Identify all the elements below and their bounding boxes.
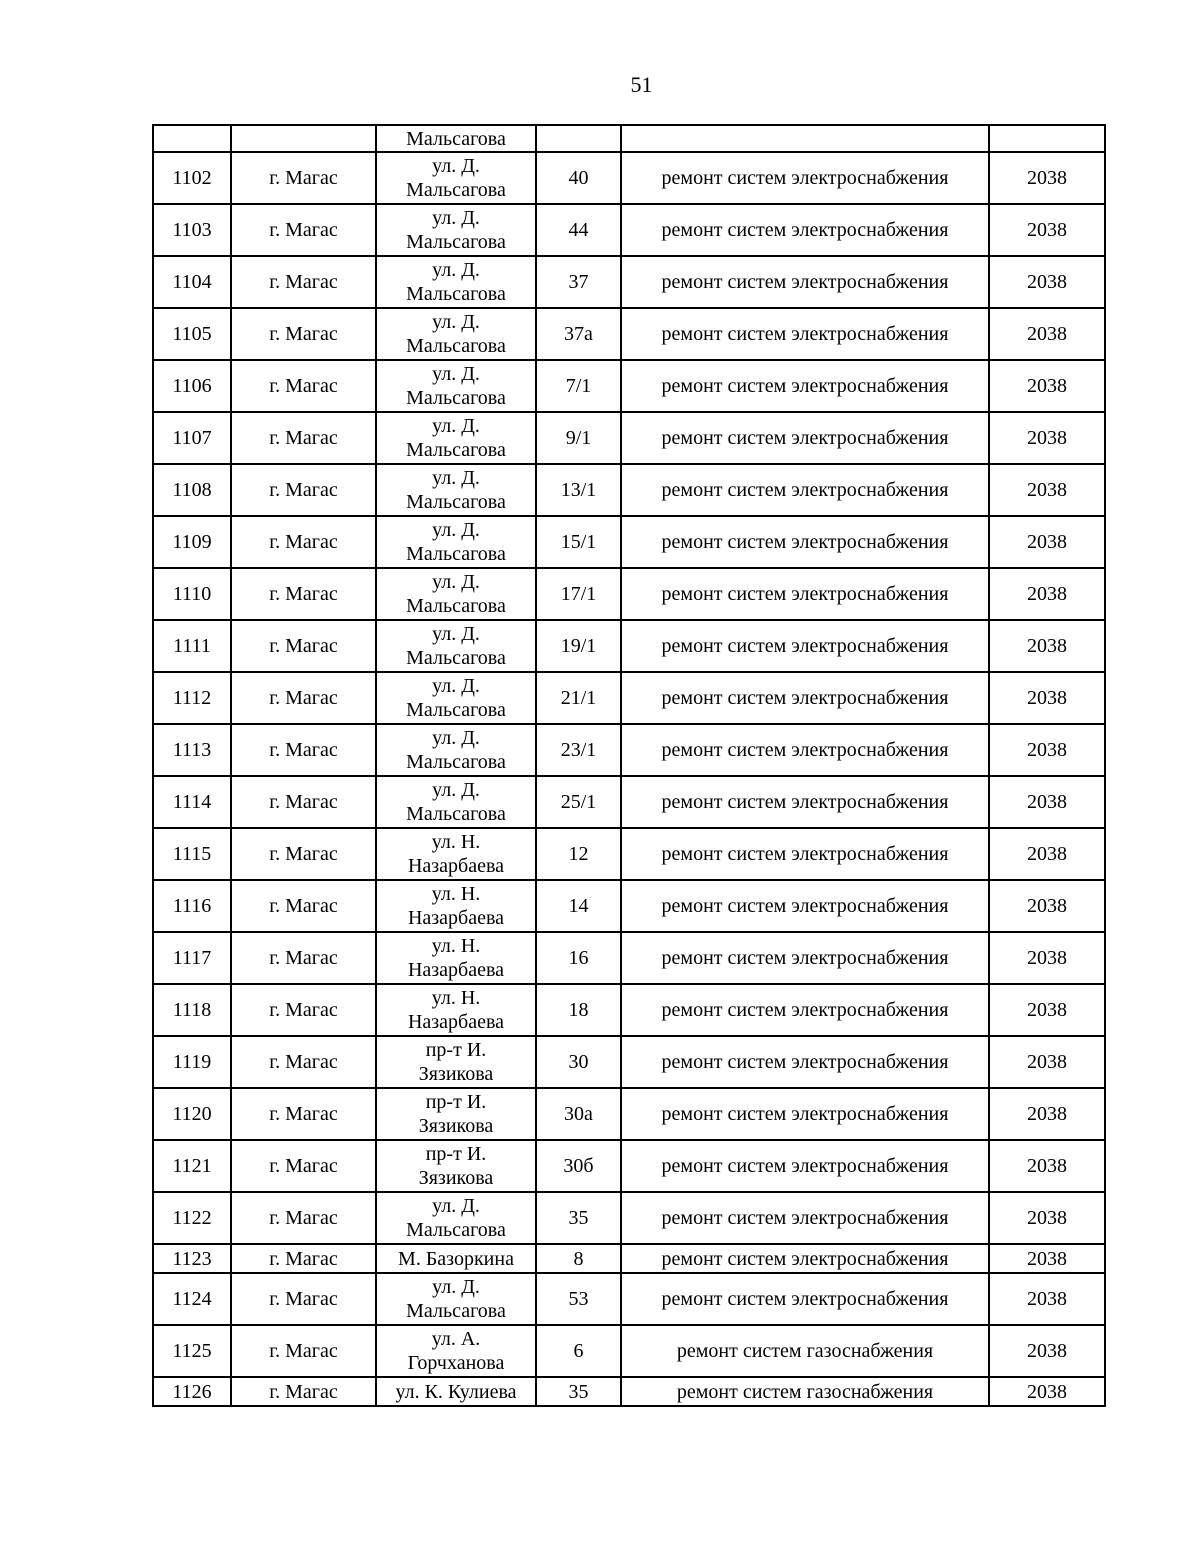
cell-city: г. Магас xyxy=(231,204,376,256)
cell-house: 53 xyxy=(536,1273,621,1325)
cell-street xyxy=(376,1244,536,1273)
cell-work: ремонт систем электроснабжения xyxy=(621,464,989,516)
cell-city: г. Магас xyxy=(231,984,376,1036)
cell-house: 37а xyxy=(536,308,621,360)
street-line-1: ул. Д. xyxy=(432,779,480,801)
cell-work: ремонт систем электроснабжения xyxy=(621,1140,989,1192)
cell-number: 1103 xyxy=(153,204,231,256)
cell-city: г. Магас xyxy=(231,1244,376,1273)
cell-year xyxy=(989,125,1105,152)
street-line-2: Назарбаева xyxy=(407,907,505,929)
cell-city: г. Магас xyxy=(231,1192,376,1244)
cell-number: 1115 xyxy=(153,828,231,880)
street-line-1: ул. Д. xyxy=(432,519,480,541)
cell-work: ремонт систем электроснабжения xyxy=(621,152,989,204)
table-row xyxy=(153,308,1105,360)
cell-number: 1114 xyxy=(153,776,231,828)
street-line-1: ул. Д. xyxy=(432,1276,480,1298)
street-line-1: ул. Н. xyxy=(431,987,481,1009)
cell-work: ремонт систем электроснабжения xyxy=(621,1036,989,1088)
cell-number: 1108 xyxy=(153,464,231,516)
street-line-1: ул. Д. xyxy=(432,675,480,697)
table-row xyxy=(153,568,1105,620)
cell-house: 40 xyxy=(536,152,621,204)
cell-number: 1109 xyxy=(153,516,231,568)
cell-house: 9/1 xyxy=(536,412,621,464)
cell-street xyxy=(376,1377,536,1406)
cell-city: г. Магас xyxy=(231,1088,376,1140)
cell-house: 15/1 xyxy=(536,516,621,568)
cell-city: г. Магас xyxy=(231,1036,376,1088)
cell-house: 23/1 xyxy=(536,724,621,776)
table-row xyxy=(153,152,1105,204)
cell-number: 1110 xyxy=(153,568,231,620)
street-line-2: Зязикова xyxy=(418,1115,494,1137)
table-row xyxy=(153,828,1105,880)
cell-year: 2038 xyxy=(989,1088,1105,1140)
cell-city: г. Магас xyxy=(231,1273,376,1325)
street-line-2: Назарбаева xyxy=(407,855,505,877)
repair-schedule-table xyxy=(152,124,1106,1407)
table-body xyxy=(153,125,1105,1406)
street-line-1: ул. Н. xyxy=(431,883,481,905)
street-line-1: пр-т И. xyxy=(425,1039,487,1061)
cell-street xyxy=(376,932,536,984)
street-line-1: М. Базоркина xyxy=(398,1247,514,1270)
table-row xyxy=(153,724,1105,776)
cell-street xyxy=(376,360,536,412)
cell-city: г. Магас xyxy=(231,672,376,724)
cell-number: 1105 xyxy=(153,308,231,360)
cell-city: г. Магас xyxy=(231,724,376,776)
table-row xyxy=(153,204,1105,256)
cell-year: 2038 xyxy=(989,412,1105,464)
cell-house: 35 xyxy=(536,1377,621,1406)
street-line-1: ул. Д. xyxy=(432,467,480,489)
street-line-1: ул. Д. xyxy=(432,311,480,333)
cell-street xyxy=(376,1325,536,1377)
cell-number xyxy=(153,125,231,152)
cell-city: г. Магас xyxy=(231,256,376,308)
table-row xyxy=(153,984,1105,1036)
cell-house: 21/1 xyxy=(536,672,621,724)
cell-house: 8 xyxy=(536,1244,621,1273)
cell-city: г. Магас xyxy=(231,776,376,828)
table-row xyxy=(153,776,1105,828)
cell-house: 12 xyxy=(536,828,621,880)
cell-house: 6 xyxy=(536,1325,621,1377)
cell-house: 44 xyxy=(536,204,621,256)
cell-number: 1121 xyxy=(153,1140,231,1192)
street-line-2: Мальсагова xyxy=(406,387,506,409)
table-row xyxy=(153,1325,1105,1377)
cell-street xyxy=(376,1140,536,1192)
cell-year: 2038 xyxy=(989,1244,1105,1273)
cell-work: ремонт систем электроснабжения xyxy=(621,724,989,776)
cell-house: 16 xyxy=(536,932,621,984)
street-line-2: Зязикова xyxy=(418,1167,494,1189)
cell-street xyxy=(376,1036,536,1088)
table-row xyxy=(153,1192,1105,1244)
cell-year: 2038 xyxy=(989,1140,1105,1192)
street-line-1: ул. Д. xyxy=(432,363,480,385)
cell-number: 1106 xyxy=(153,360,231,412)
cell-work: ремонт систем электроснабжения xyxy=(621,776,989,828)
table-row xyxy=(153,880,1105,932)
street-line-1: ул. Д. xyxy=(432,571,480,593)
cell-work: ремонт систем электроснабжения xyxy=(621,360,989,412)
cell-work: ремонт систем электроснабжения xyxy=(621,984,989,1036)
table-row xyxy=(153,1273,1105,1325)
street-line-1: ул. А. xyxy=(431,1328,481,1350)
street-line-2: Мальсагова xyxy=(406,1300,506,1322)
street-line-1: ул. Д. xyxy=(432,207,480,229)
table-row xyxy=(153,1377,1105,1406)
cell-street xyxy=(376,204,536,256)
cell-work: ремонт систем электроснабжения xyxy=(621,932,989,984)
cell-street xyxy=(376,152,536,204)
cell-city: г. Магас xyxy=(231,1325,376,1377)
street-line-1: ул. Н. xyxy=(431,935,481,957)
cell-work: ремонт систем электроснабжения xyxy=(621,1244,989,1273)
cell-number: 1117 xyxy=(153,932,231,984)
street-line-2: Назарбаева xyxy=(407,1011,505,1033)
cell-street xyxy=(376,308,536,360)
street-line-1: ул. Д. xyxy=(432,415,480,437)
street-line-1: пр-т И. xyxy=(425,1091,487,1113)
table-row xyxy=(153,1244,1105,1273)
cell-city: г. Магас xyxy=(231,360,376,412)
cell-street xyxy=(376,828,536,880)
cell-street xyxy=(376,672,536,724)
cell-number: 1116 xyxy=(153,880,231,932)
street-line-2: Горчханова xyxy=(407,1352,505,1374)
cell-street xyxy=(376,880,536,932)
cell-year: 2038 xyxy=(989,984,1105,1036)
cell-number: 1124 xyxy=(153,1273,231,1325)
cell-number: 1125 xyxy=(153,1325,231,1377)
cell-year: 2038 xyxy=(989,204,1105,256)
table-row-continuation xyxy=(153,125,1105,152)
cell-number: 1123 xyxy=(153,1244,231,1273)
cell-city: г. Магас xyxy=(231,880,376,932)
cell-work: ремонт систем электроснабжения xyxy=(621,308,989,360)
cell-street xyxy=(376,724,536,776)
cell-number: 1107 xyxy=(153,412,231,464)
table-row xyxy=(153,932,1105,984)
cell-house: 13/1 xyxy=(536,464,621,516)
street-line-2: Мальсагова xyxy=(406,439,506,461)
cell-city xyxy=(231,125,376,152)
cell-work: ремонт систем газоснабжения xyxy=(621,1377,989,1406)
cell-house xyxy=(536,125,621,152)
cell-house: 14 xyxy=(536,880,621,932)
cell-year: 2038 xyxy=(989,672,1105,724)
cell-street xyxy=(376,984,536,1036)
cell-work: ремонт систем электроснабжения xyxy=(621,620,989,672)
cell-year: 2038 xyxy=(989,776,1105,828)
street-line-1: пр-т И. xyxy=(425,1143,487,1165)
cell-year: 2038 xyxy=(989,1036,1105,1088)
cell-number: 1118 xyxy=(153,984,231,1036)
cell-work: ремонт систем электроснабжения xyxy=(621,1273,989,1325)
cell-number: 1120 xyxy=(153,1088,231,1140)
cell-house: 35 xyxy=(536,1192,621,1244)
table-row xyxy=(153,1140,1105,1192)
cell-street: Мальсагова xyxy=(376,125,536,152)
cell-work: ремонт систем электроснабжения xyxy=(621,672,989,724)
table-row xyxy=(153,256,1105,308)
table-row xyxy=(153,516,1105,568)
cell-number: 1112 xyxy=(153,672,231,724)
cell-work: ремонт систем электроснабжения xyxy=(621,412,989,464)
street-line-2: Мальсагова xyxy=(406,543,506,565)
cell-city: г. Магас xyxy=(231,1140,376,1192)
cell-street xyxy=(376,412,536,464)
cell-year: 2038 xyxy=(989,932,1105,984)
cell-year: 2038 xyxy=(989,568,1105,620)
street-line-1: ул. Н. xyxy=(431,831,481,853)
cell-work: ремонт систем электроснабжения xyxy=(621,828,989,880)
cell-house: 19/1 xyxy=(536,620,621,672)
cell-year: 2038 xyxy=(989,360,1105,412)
cell-number: 1104 xyxy=(153,256,231,308)
cell-year: 2038 xyxy=(989,464,1105,516)
cell-work: ремонт систем электроснабжения xyxy=(621,1088,989,1140)
cell-street xyxy=(376,620,536,672)
table-row xyxy=(153,672,1105,724)
cell-city: г. Магас xyxy=(231,308,376,360)
cell-year: 2038 xyxy=(989,1325,1105,1377)
street-line-2: Мальсагова xyxy=(406,179,506,201)
cell-year: 2038 xyxy=(989,256,1105,308)
street-line-1: ул. Д. xyxy=(432,623,480,645)
cell-year: 2038 xyxy=(989,828,1105,880)
cell-year: 2038 xyxy=(989,152,1105,204)
cell-year: 2038 xyxy=(989,1377,1105,1406)
street-line-1: ул. Д. xyxy=(432,155,480,177)
cell-year: 2038 xyxy=(989,1273,1105,1325)
table-row xyxy=(153,360,1105,412)
cell-work: ремонт систем газоснабжения xyxy=(621,1325,989,1377)
cell-city: г. Магас xyxy=(231,1377,376,1406)
cell-number: 1119 xyxy=(153,1036,231,1088)
table-row xyxy=(153,1036,1105,1088)
cell-year: 2038 xyxy=(989,516,1105,568)
cell-street xyxy=(376,256,536,308)
cell-city: г. Магас xyxy=(231,620,376,672)
street-line-2: Мальсагова xyxy=(406,647,506,669)
street-line-2: Мальсагова xyxy=(406,595,506,617)
street-line-2: Зязикова xyxy=(418,1063,494,1085)
cell-year: 2038 xyxy=(989,880,1105,932)
cell-number: 1102 xyxy=(153,152,231,204)
cell-year: 2038 xyxy=(989,1192,1105,1244)
cell-house: 30б xyxy=(536,1140,621,1192)
street-line-2: Мальсагова xyxy=(406,491,506,513)
street-line-1: ул. Д. xyxy=(432,727,480,749)
street-line-1: ул. Д. xyxy=(432,259,480,281)
table-row xyxy=(153,620,1105,672)
cell-house: 30 xyxy=(536,1036,621,1088)
cell-street xyxy=(376,1273,536,1325)
street-line-2: Мальсагова xyxy=(406,283,506,305)
cell-city: г. Магас xyxy=(231,152,376,204)
cell-house: 37 xyxy=(536,256,621,308)
cell-street xyxy=(376,464,536,516)
cell-number: 1113 xyxy=(153,724,231,776)
cell-house: 7/1 xyxy=(536,360,621,412)
page-number: 51 xyxy=(630,72,653,97)
cell-city: г. Магас xyxy=(231,516,376,568)
cell-number: 1126 xyxy=(153,1377,231,1406)
street-line-2: Мальсагова xyxy=(406,335,506,357)
cell-street xyxy=(376,1192,536,1244)
cell-year: 2038 xyxy=(989,724,1105,776)
cell-year: 2038 xyxy=(989,620,1105,672)
cell-house: 17/1 xyxy=(536,568,621,620)
cell-house: 18 xyxy=(536,984,621,1036)
table-row xyxy=(153,464,1105,516)
cell-city: г. Магас xyxy=(231,568,376,620)
street-line-1: ул. Д. xyxy=(432,1195,480,1217)
street-line-2: Мальсагова xyxy=(406,751,506,773)
cell-work: ремонт систем электроснабжения xyxy=(621,1192,989,1244)
cell-street xyxy=(376,516,536,568)
cell-year: 2038 xyxy=(989,308,1105,360)
table-row xyxy=(153,412,1105,464)
cell-work: ремонт систем электроснабжения xyxy=(621,204,989,256)
cell-city: г. Магас xyxy=(231,464,376,516)
street-line-2: Мальсагова xyxy=(406,699,506,721)
cell-work: ремонт систем электроснабжения xyxy=(621,880,989,932)
table-row xyxy=(153,1088,1105,1140)
cell-city: г. Магас xyxy=(231,932,376,984)
street-line-2: Мальсагова xyxy=(406,1219,506,1241)
cell-work: ремонт систем электроснабжения xyxy=(621,256,989,308)
cell-work: ремонт систем электроснабжения xyxy=(621,516,989,568)
cell-street xyxy=(376,776,536,828)
cell-house: 25/1 xyxy=(536,776,621,828)
street-line-1: ул. К. Кулиева xyxy=(395,1380,517,1403)
cell-city: г. Магас xyxy=(231,412,376,464)
street-line-2: Мальсагова xyxy=(406,803,506,825)
cell-house: 30а xyxy=(536,1088,621,1140)
cell-work: ремонт систем электроснабжения xyxy=(621,568,989,620)
cell-street xyxy=(376,1088,536,1140)
street-line-2: Назарбаева xyxy=(407,959,505,981)
street-line-2: Мальсагова xyxy=(406,231,506,253)
cell-number: 1111 xyxy=(153,620,231,672)
cell-city: г. Магас xyxy=(231,828,376,880)
cell-work xyxy=(621,125,989,152)
cell-street xyxy=(376,568,536,620)
cell-number: 1122 xyxy=(153,1192,231,1244)
